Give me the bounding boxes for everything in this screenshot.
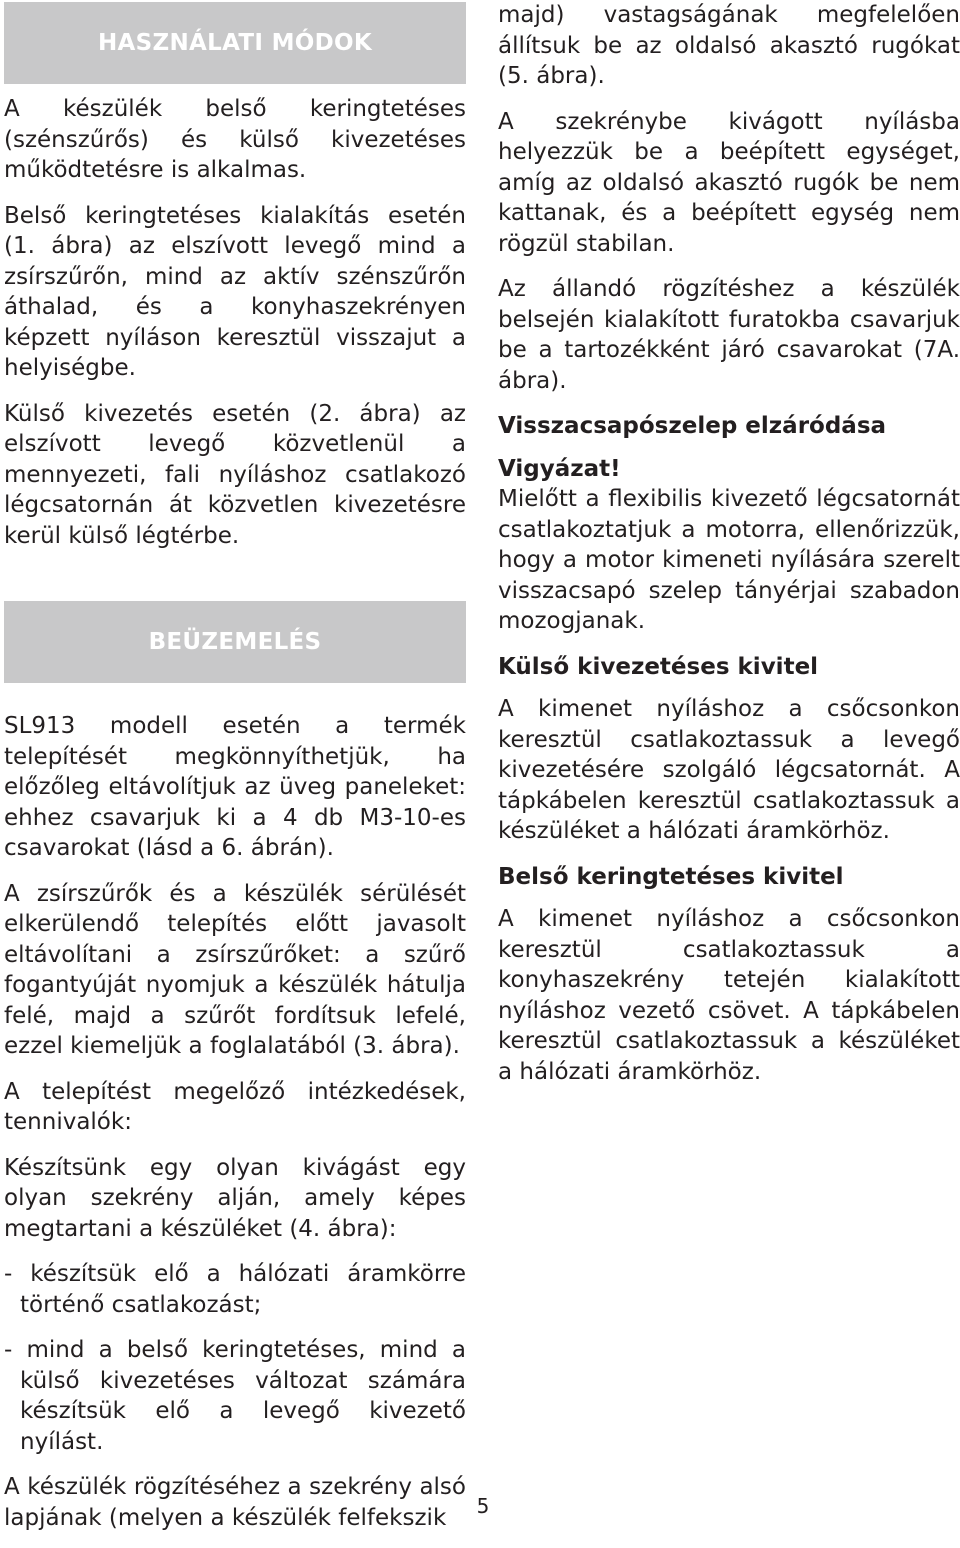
paragraph: A kimenet nyíláshoz a csőcsonkon keresztül csatlakoztassuk a levegő kivezetésére szolgáló légcsatornát. A tápkábelen keresztül csatlakoztassuk a készüléket a hálózati áramkörhöz. (498, 696, 960, 844)
section-heading-label: HASZNÁLATI MÓDOK (98, 29, 372, 56)
paragraph: A készülék rögzítéséhez a szekrény alsó lapjának (melyen a készülék felfekszik (4, 1474, 466, 1531)
section-heading-usage-modes (4, 2, 466, 84)
paragraph: A készülék belső keringtetéses (szénszűrős) és külső kivezetéses működtetésre is alkalmas. (4, 96, 466, 183)
paragraph: Készítsünk egy olyan kivágást egy olyan szekrény alján, amely képes megtartani a készüléket (4. ábra): (4, 1154, 466, 1242)
paragraph: SL913 modell esetén a termék telepítését megkönnyíthetjük, ha előzőleg eltávolítjuk az üveg paneleket: ehhez csavarjuk ki a 4 db M3-10-es csavarokat (lásd a 6. ábrán). (4, 713, 466, 861)
list-item: - készítsük elő a hálózati áramkörre történő csatlakozást; (4, 1261, 466, 1318)
paragraph: Az állandó rögzítéshez a készülék belsején kialakított furatokba csavarjuk be a tartozékként járó csavarokat (7A. ábra). (498, 276, 960, 394)
list-item: - mind a belső keringtetéses, mind a külső kivezetéses változat számára készítsük elő a levegő kivezető nyílást. (4, 1337, 466, 1455)
subheading-internal: Belső keringtetéses kivitel (498, 863, 844, 890)
paragraph: A telepítést megelőző intézkedések, tennivalók: (4, 1078, 466, 1135)
paragraph: Belső keringtetéses kialakítás esetén (1. ábra) az elszívott levegő mind a zsírszűrőn, mind az aktív szénszűrőn áthalad, és a konyhaszekrényen képzett nyíláson keresztül visszajut a helyiségbe. (4, 202, 466, 381)
section-heading-installation (4, 601, 466, 683)
page-number: 5 (476, 1494, 490, 1518)
warning-label: Vigyázat! (498, 455, 621, 482)
paragraph: A kimenet nyíláshoz a csőcsonkon keresztül csatlakoztassuk a konyhaszekrény tetején kialakított nyíláshoz vezető csövet. A tápkábelen keresztül csatlakoztassuk a készüléket a hálózati áramkörhöz. (498, 906, 960, 1085)
right-column (498, 0, 960, 1102)
paragraph: A zsírszűrők és a készülék sérülését elkerülendő telepítés előtt javasolt eltávolítani a zsírszűrőket: a szűrő fogantyúját nyomjuk a készülék hátulja felé, majd a szűrőt fordítsuk lefelé, ezzel kiemeljük a foglalatából (3. ábra). (4, 880, 466, 1059)
paragraph: majd) vastagságának megfelelően állítsuk be az oldalsó akasztó rugókat (5. ábra). (498, 2, 960, 89)
left-column (4, 0, 466, 1548)
section-heading-label: BEÜZEMELÉS (148, 628, 322, 655)
warning-text: Mielőtt a flexibilis kivezető légcsatornát csatlakoztatjuk a motorra, ellenőrizzük, hogy a motor kimeneti nyílására szerelt visszacsapó szelep tányérjai szabadon mozogjanak. (498, 486, 960, 634)
subheading-valve: Visszacsapószelep elzáródása (498, 413, 887, 439)
subheading-external: Külső kivezetéses kivitel (498, 653, 819, 680)
paragraph: Külső kivezetés esetén (2. ábra) az elszívott levegő közvetlenül a mennyezeti, fali nyíláshoz csatlakozó légcsatornán át közvetlen kivezetésre kerül külső légtérbe. (4, 400, 466, 549)
paragraph: A szekrénybe kivágott nyílásba helyezzük be a beépített egységet, amíg az oldalsó akasztó rugók be nem kattanak, és a beépített egység nem rögzül stabilan. (498, 108, 960, 257)
